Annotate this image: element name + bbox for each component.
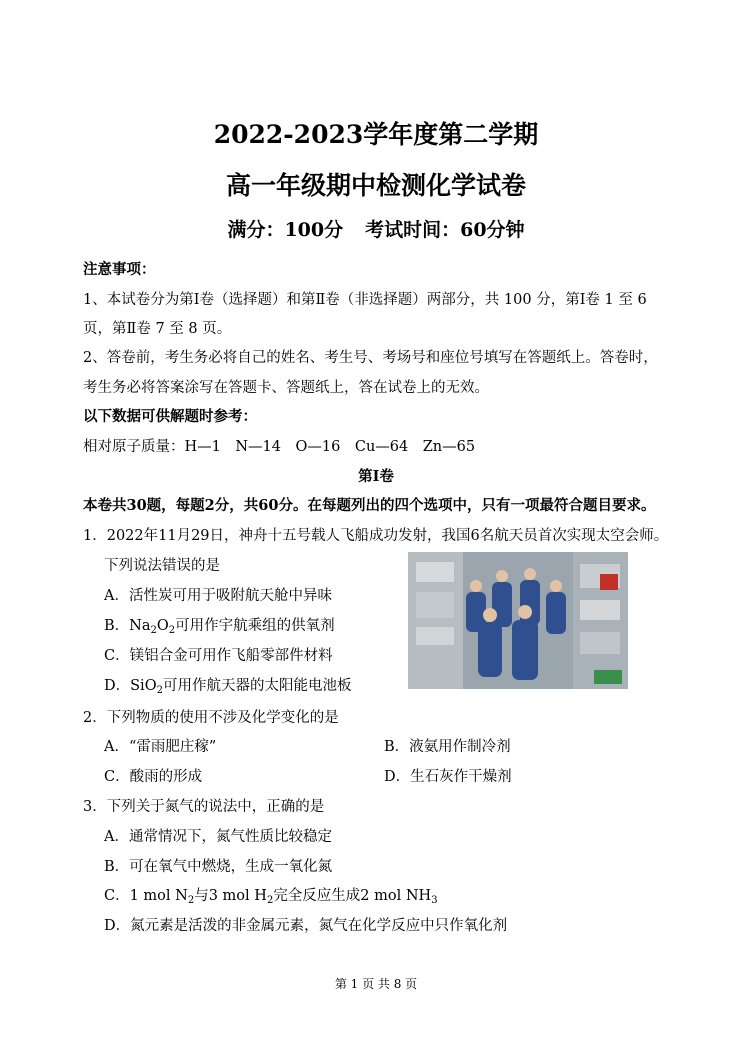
q3-option-a: A．通常情况下，氮气性质比较稳定 [104, 829, 332, 845]
astronauts-photo-illustration [408, 552, 628, 689]
section-title: 第Ⅰ卷 [358, 468, 394, 485]
exam-score-time [0, 215, 752, 242]
exam-title: 高一年级期中检测化学试卷 [225, 171, 526, 200]
notes-heading: 注意事项： [83, 261, 156, 278]
exam-time: 考试时间：60分钟 [365, 219, 525, 241]
reference-heading: 以下数据可供解题时参考： [83, 408, 257, 425]
notes-item1-line2: 页，第Ⅱ卷 7 至 8 页。 [83, 321, 232, 337]
full-score: 满分：100分 [227, 219, 344, 241]
page-number: 第 1 页 共 8 页 [334, 977, 418, 991]
q2-option-a: A．“雷雨肥庄稼” [104, 739, 217, 755]
q3-option-d: D．氮元素是活泼的非金属元素，氮气在化学反应中只作氧化剂 [104, 918, 508, 934]
q2-option-c: C．酸雨的形成 [104, 769, 203, 785]
astronauts-photo [408, 552, 628, 689]
q1-stem-line2: 下列说法错误的是 [104, 558, 220, 574]
notes-item1-line1: 1、本试卷分为第Ⅰ卷（选择题）和第Ⅱ卷（非选择题）两部分，共 100 分，第Ⅰ卷 1 至 6 [83, 292, 647, 308]
q2-stem: 2．下列物质的使用不涉及化学变化的是 [83, 710, 339, 726]
q2-option-d: D．生石灰作干燥剂 [384, 769, 512, 785]
q3-stem: 3．下列关于氮气的说法中，正确的是 [83, 799, 325, 815]
section-instruction: 本卷共30题，每题2分，共60分。在每题列出的四个选项中，只有一项最符合题目要求。 [83, 497, 656, 514]
q1-option-c: C．镁铝合金可用作飞船零部件材料 [104, 648, 333, 664]
q1-stem-line1: 1．2022年11月29日，神舟十五号载人飞船成功发射，我国6名航天员首次实现太空会师。 [83, 528, 669, 544]
q3-option-b: B．可在氧气中燃烧，生成一氧化氮 [104, 859, 333, 875]
q2-option-b: B．液氨用作制冷剂 [384, 739, 511, 755]
q1-option-b: B．$Na_2O_2$可用作宇航乘组的供氧剂 [104, 618, 335, 636]
q3-option-c: C．1 mol $N_2$与3 mol $H_2$完全反应生成2 mol $NH_3$ [104, 888, 438, 906]
atomic-masses: 相对原子质量：H—1 N—14 O—16 Cu—64 Zn—65 [83, 439, 476, 455]
notes-item2-line1: 2、答卷前，考生务必将自己的姓名、考生号、考场号和座位号填写在答题纸上。答卷时， [83, 350, 658, 366]
q1-option-d: D．SiO$_2$可用作航天器的太阳能电池板 [104, 678, 352, 696]
exam-term-title: 2022-2023学年度第二学期 [213, 120, 539, 149]
notes-item2-line2: 考生务必将答案涂写在答题卡、答题纸上，答在试卷上的无效。 [83, 380, 489, 396]
q1-option-a: A．活性炭可用于吸附航天舱中异味 [104, 588, 332, 604]
